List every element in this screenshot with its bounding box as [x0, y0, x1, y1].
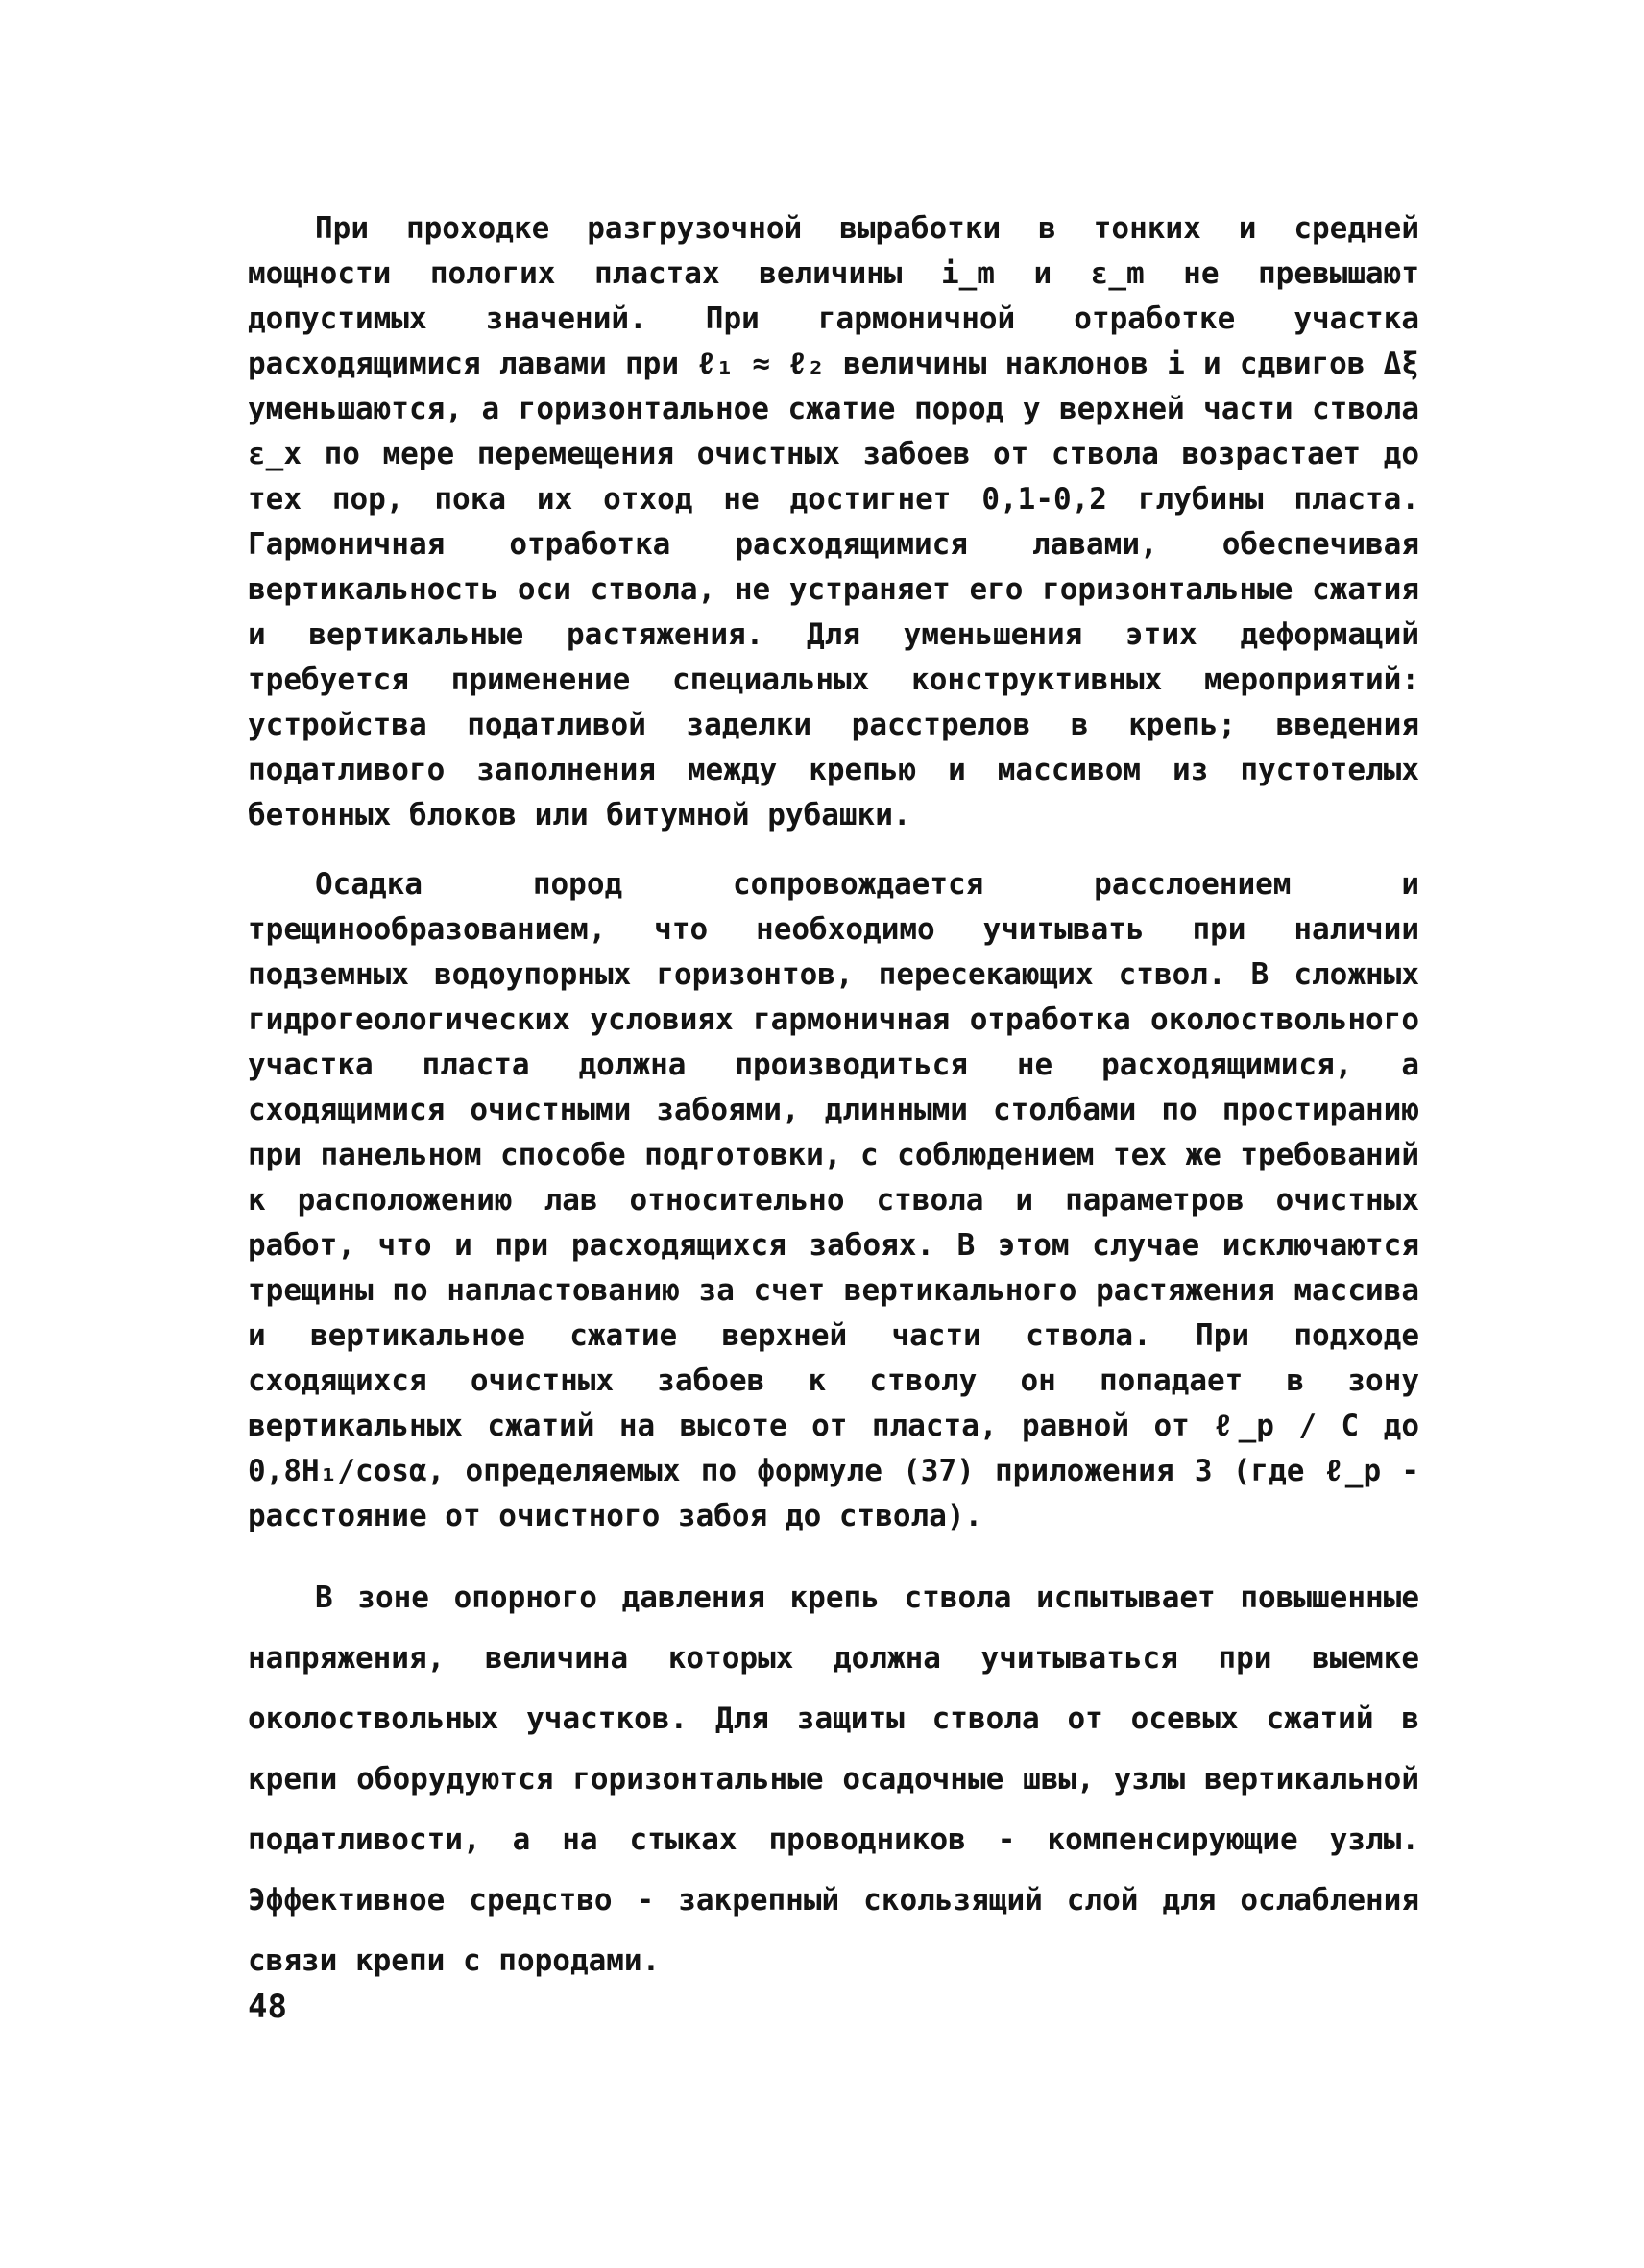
paragraph-2: Осадка пород сопровождается расслоением и трещинообразованием, что необходимо учитывать при наличии подземных водоупорных горизонтов, пересекающих ствол. В сложных гидрогеологических условиях гармоничная отработка околоствольного участка пласта должна производиться не расходящимися, а сходящимися очистными забоями, длинными столбами по простиранию при панельном способе подготовки, с соблюдением тех же требований к расположению лав относительно ствола и параметров очистных работ, что и при расходящихся забоях. В этом случае исключаются трещины по напластованию за счет вертикального растяжения массива и вертикальное сжатие верхней части ствола. При подходе сходящихся очистных забоев к стволу он попадает в зону вертикальных сжатий на высоте от пласта, равной от ℓ_p / C до 0,8H₁/cosα, определяемых по формуле (37) приложения 3 (где ℓ_p - расстояние от очистного забоя до ствола).: [248, 867, 1419, 1533]
text-column: [248, 206, 1419, 1991]
paragraph-3: В зоне опорного давления крепь ствола испытывает повышенные напряжения, величина которых должна учитываться при выемке околоствольных участков. Для защиты ствола от осевых сжатий в крепи оборудуются горизонтальные осадочные швы, узлы вертикальной податливости, а на стыках проводников - компенсирующие узлы. Эффективное средство - закрепный скользящий слой для ослабления связи крепи с породами.: [248, 1580, 1419, 1978]
paragraph-1: При проходке разгрузочной выработки в тонких и средней мощности пологих пластах величины i_m и ε_m не превышают допустимых значений. При гармоничной отработке участка расходящимися лавами при ℓ₁ ≈ ℓ₂ величины наклонов i и сдвигов Δξ уменьшаются, а горизонтальное сжатие пород у верхней части ствола ε_x по мере перемещения очистных забоев от ствола возрастает до тех пор, пока их отход не достигнет 0,1-0,2 глубины пласта. Гармоничная отработка расходящимися лавами, обеспечивая вертикальность оси ствола, не устраняет его горизонтальные сжатия и вертикальные растяжения. Для уменьшения этих деформаций требуется применение специальных конструктивных мероприятий: устройства податливой заделки расстрелов в крепь; введения податливого заполнения между крепью и массивом из пустотелых бетонных блоков или битумной рубашки.: [248, 211, 1419, 832]
page-number: 48: [248, 1988, 287, 2026]
